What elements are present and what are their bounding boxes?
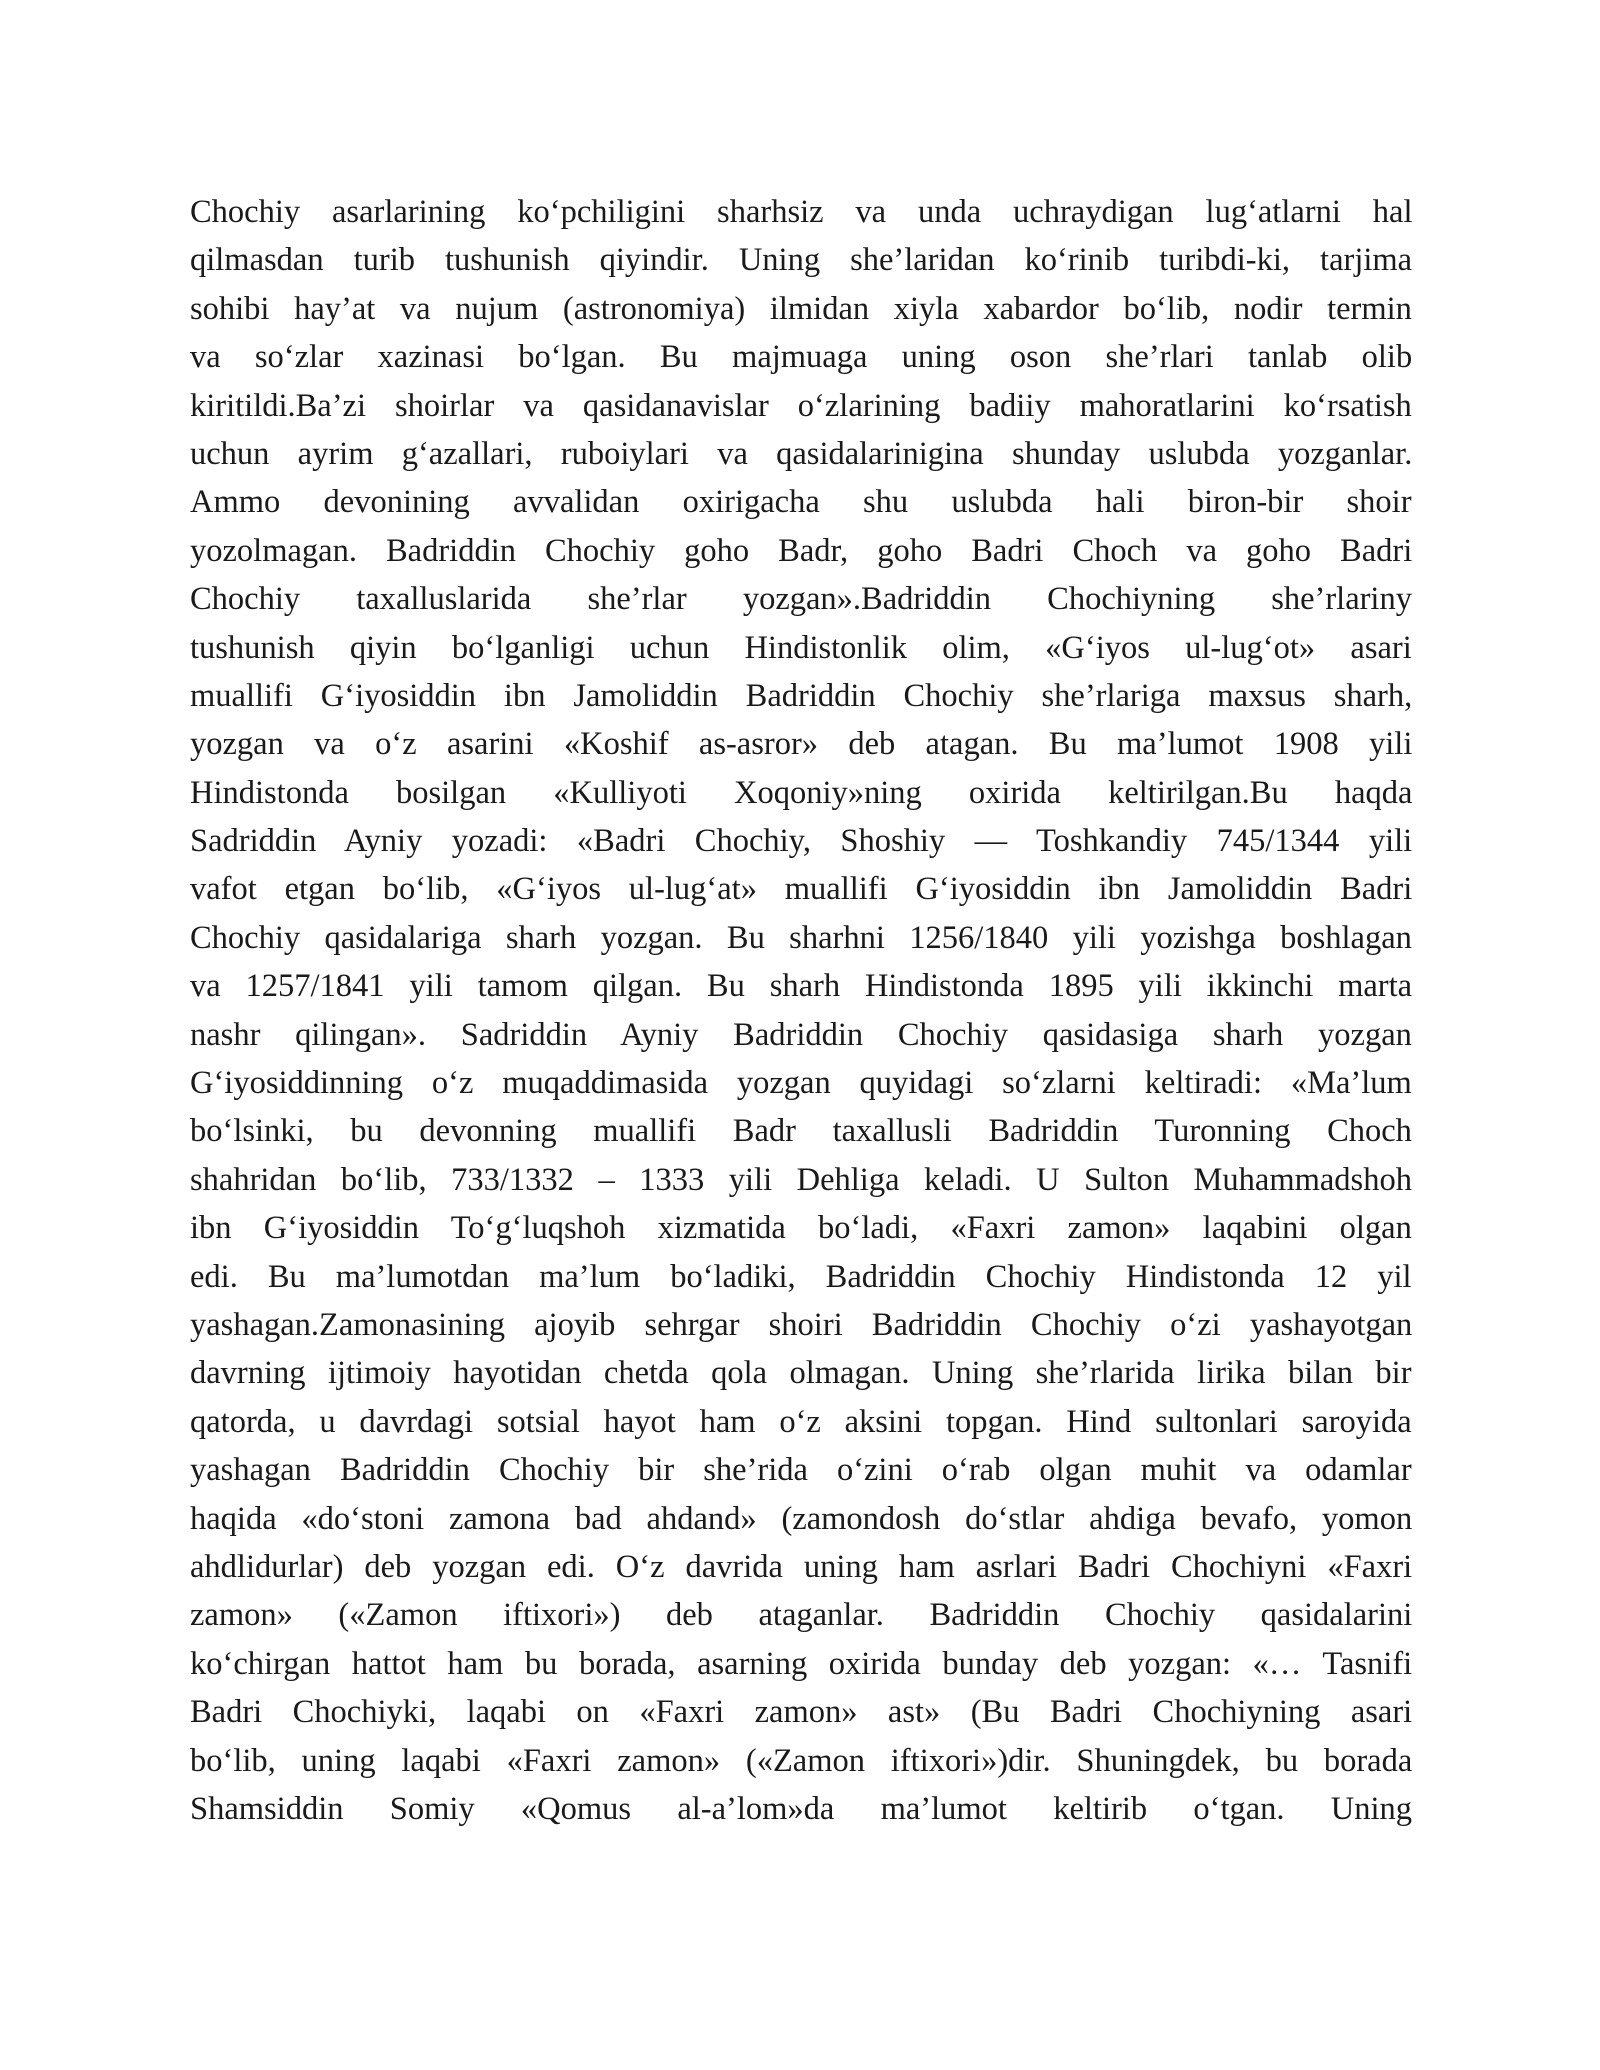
text-line: yashagan Badriddin Chochiy bir she’rida o‘zini o‘rab olgan muhit va odamlar bbox=[190, 1452, 1412, 1489]
text-line: bo‘lsinki, bu devonning muallifi Badr taxallusli Badriddin Turonning Choch bbox=[190, 1113, 1412, 1150]
text-line: va 1257/1841 yili tamom qilgan. Bu sharh Hindistonda 1895 yili ikkinchi marta bbox=[190, 968, 1413, 1005]
text-line: va so‘zlar xazinasi bo‘lgan. Bu majmuaga uning oson she’rlari tanlab olib bbox=[190, 339, 1413, 376]
text-line: Chochiy taxalluslarida she’rlar yozgan».Badriddin Chochiyning she’rlariny bbox=[190, 581, 1412, 618]
body-text bbox=[190, 188, 1412, 1833]
text-line: uchun ayrim g‘azallari, ruboiylari va qasidalarinigina shunday uslubda yozganlar. bbox=[190, 435, 1413, 472]
text-line: Ammo devonining avvalidan oxirigacha shu uslubda hali biron-bir shoir bbox=[190, 484, 1412, 521]
text-line: sohibi hay’at va nujum (astronomiya) ilmidan xiyla xabardor bo‘lib, nodir termin bbox=[190, 290, 1412, 327]
text-line: ko‘chirgan hattot ham bu borada, asarning oxirida bunday deb yozgan: «… Tasnifi bbox=[190, 1645, 1413, 1682]
text-line: Badri Chochiyki, laqabi on «Faxri zamon» ast» (Bu Badri Chochiyning asari bbox=[190, 1694, 1413, 1731]
text-line: nashr qilingan». Sadriddin Ayniy Badriddin Chochiy qasidasiga sharh yozgan bbox=[190, 1016, 1412, 1053]
text-line: qilmasdan turib tushunish qiyindir. Uning she’laridan ko‘rinib turibdi-ki, tarjima bbox=[190, 242, 1413, 279]
text-line: ibn G‘iyosiddin To‘g‘luqshoh xizmatida bo‘ladi, «Faxri zamon» laqabini olgan bbox=[190, 1210, 1412, 1247]
text-line: Chochiy asarlarining ko‘pchiligini sharhsiz va unda uchraydigan lug‘atlarni hal bbox=[190, 194, 1413, 230]
text-line: vafot etgan bo‘lib, «G‘iyos ul-lug‘at» muallifi G‘iyosiddin ibn Jamoliddin Badri bbox=[190, 871, 1413, 908]
text-line: yashagan.Zamonasining ajoyib sehrgar shoiri Badriddin Chochiy o‘zi yashayotgan bbox=[190, 1306, 1413, 1343]
text-line: Chochiy qasidalariga sharh yozgan. Bu sharhni 1256/1840 yili yozishga boshlagan bbox=[190, 919, 1412, 956]
text-line: tushunish qiyin bo‘lganligi uchun Hindistonlik olim, «G‘iyos ul-lug‘ot» asari bbox=[190, 629, 1412, 666]
text-line: Shamsiddin Somiy «Qomus al-a’lom»da ma’lumot keltirib o‘tgan. Uning bbox=[190, 1790, 1413, 1827]
text-line: zamon» («Zamon iftixori») deb ataganlar. Badriddin Chochiy qasidalarini bbox=[190, 1597, 1413, 1634]
text-line: shahridan bo‘lib, 733/1332 – 1333 yili Dehliga keladi. U Sulton Muhammadshoh bbox=[190, 1161, 1412, 1198]
text-line: ahdlidurlar) deb yozgan edi. O‘z davrida uning ham asrlari Badri Chochiyni «Faxri bbox=[190, 1548, 1413, 1585]
text-line: yozgan va o‘z asarini «Koshif as-asror» deb atagan. Bu ma’lumot 1908 yili bbox=[190, 726, 1413, 763]
text-line: edi. Bu ma’lumotdan ma’lum bo‘ladiki, Badriddin Chochiy Hindistonda 12 yil bbox=[190, 1258, 1412, 1295]
text-line: G‘iyosiddinning o‘z muqaddimasida yozgan quyidagi so‘zlarni keltiradi: «Ma’lum bbox=[190, 1065, 1412, 1102]
text-line: yozolmagan. Badriddin Chochiy goho Badr, goho Badri Choch va goho Badri bbox=[190, 532, 1413, 569]
text-line: davrning ijtimoiy hayotidan chetda qola olmagan. Uning she’rlarida lirika bilan bir bbox=[190, 1355, 1412, 1392]
text-line: Hindistonda bosilgan «Kulliyoti Xoqoniy»ning oxirida keltirilgan.Bu haqda bbox=[190, 774, 1413, 811]
text-line: qatorda, u davrdagi sotsial hayot ham o‘z aksini topgan. Hind sultonlari saroyida bbox=[190, 1403, 1412, 1440]
text-line: Sadriddin Ayniy yozadi: «Badri Chochiy, Shoshiy — Toshkandiy 745/1344 yili bbox=[190, 823, 1413, 860]
text-line: muallifi G‘iyosiddin ibn Jamoliddin Badriddin Chochiy she’rlariga maxsus sharh, bbox=[190, 677, 1413, 714]
text-line: bo‘lib, uning laqabi «Faxri zamon» («Zamon iftixori»)dir. Shuningdek, bu borada bbox=[190, 1742, 1413, 1779]
text-line: haqida «do‘stoni zamona bad ahdand» (zamondosh do‘stlar ahdiga bevafo, yomon bbox=[190, 1500, 1413, 1537]
text-line: kiritildi.Ba’zi shoirlar va qasidanavislar o‘zlarining badiiy mahoratlarini ko‘rsatish bbox=[190, 387, 1412, 424]
